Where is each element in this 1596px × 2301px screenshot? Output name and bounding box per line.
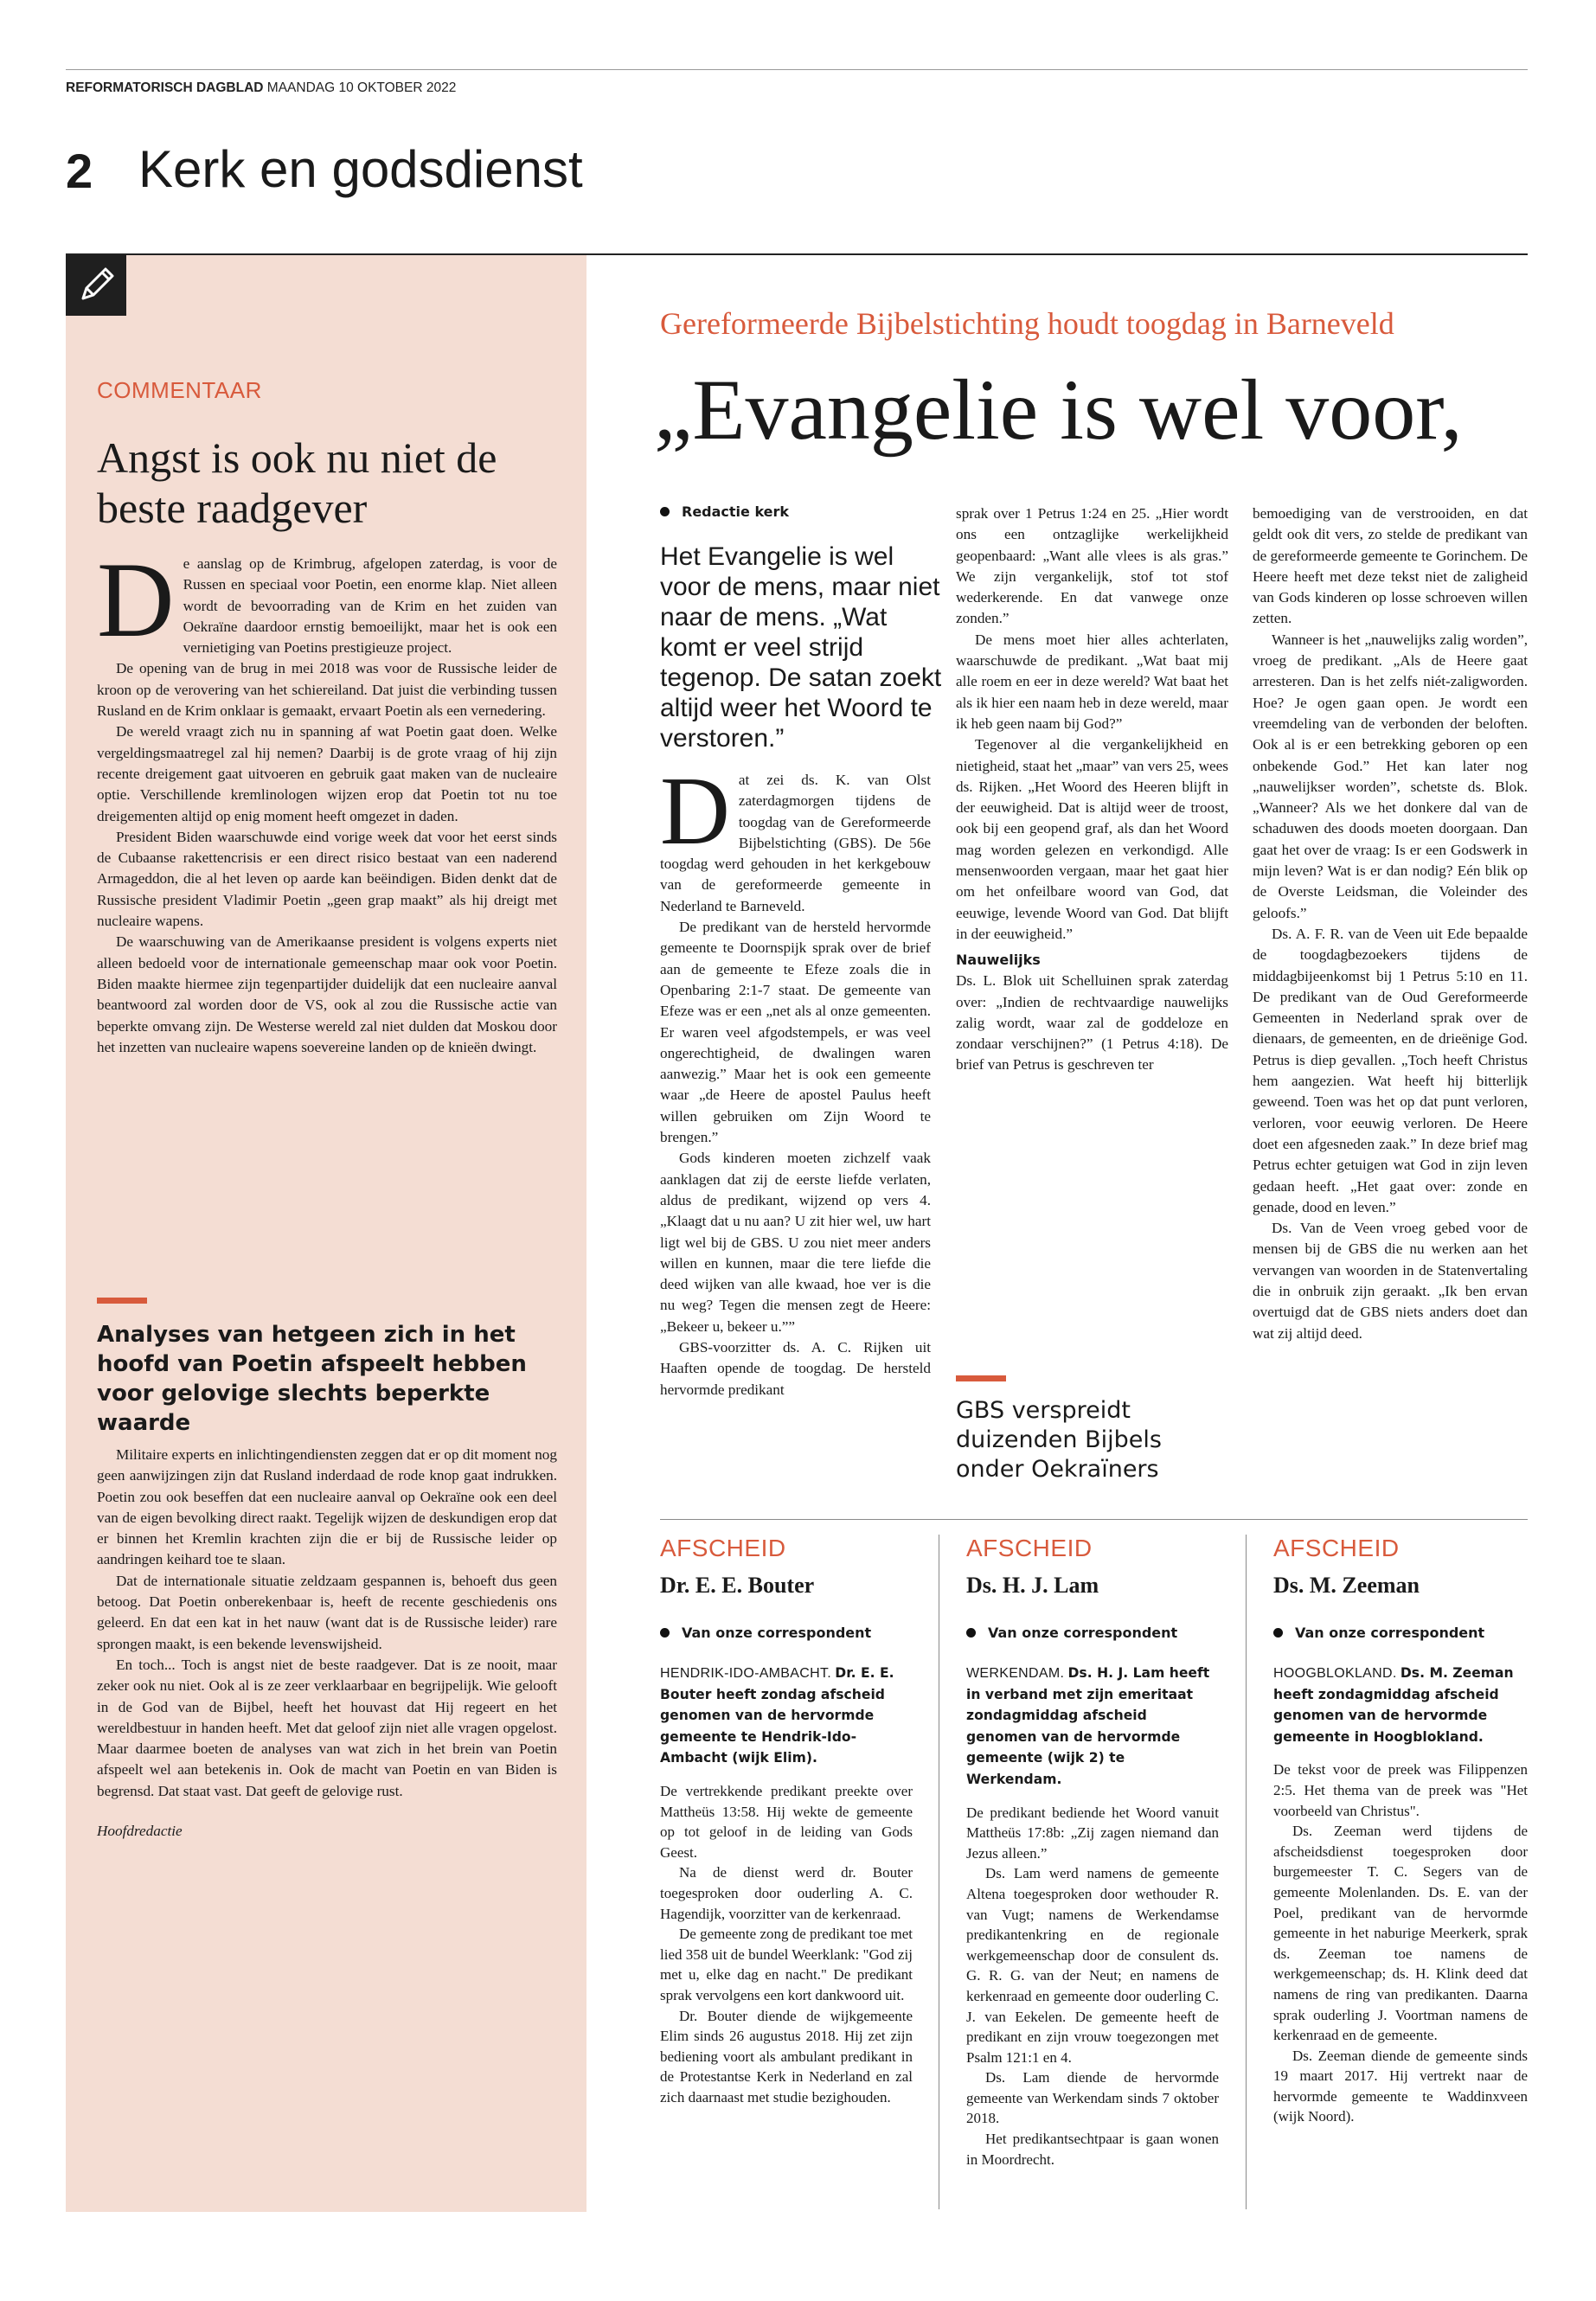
farewell-paragraph: Ds. Zeeman diende de gemeente sinds 19 maart 2017. Hij vertrekt naar de hervormde gemeente te Waddinxveen (wijk Noord). — [1273, 2047, 1528, 2125]
commentary-subhead-bar — [97, 1298, 147, 1304]
page-number: 2 — [66, 144, 93, 198]
masthead-date: MAANDAG 10 OKTOBER 2022 — [266, 80, 457, 95]
article-paragraph: Wanneer is het „nauwelijks zalig worden”, vroeg de predikant. „Als de Heere gaat arresteren. Dan is het zelfs niét-zaligworden. Hoe? Je ogen gaan open. Je wordt een vreemdeling van de verbonden der beloften. Ook al is er een betrekking geboren op een onbekende God.” Het kan later nog „nauwelijkser worden”, schetste ds. Blok. „Wanneer? Als we het donkere dal van de schaduwen des doods moeten doorgaan. Dan gaat het over de vraag: Is er een Godswerk in mijn leven? Wat is er dan nodig? Eén blik op de Overste Leidsman, die Voleinder des geloofs.” — [1253, 631, 1528, 921]
farewell-name: Ds. H. J. Lam — [966, 1573, 1099, 1598]
commentary-paragraph: Militaire experts en inlichtingendiensten zeggen dat er op dit moment nog geen aanwijzingen zijn dat Rusland inderdaad de rode knop gaat indrukken. Poetin zou ook beseffen dat een nucleaire aanval op Oekraïne ook een deel van de eigen bevolking direct raakt. Tegelijk wijzen de deskundigen erop dat er binnen het Kremlin krachten zijn die er bij de Russische leider op aandringen keihard toe te slaan. — [97, 1446, 557, 1568]
commentary-subhead: Analyses van hetgeen zich in het hoofd van Poetin afspeelt hebben voor gelovige slechts beperkte waarde — [97, 1322, 527, 1436]
article-paragraph: Ds. A. F. R. van de Veen uit Ede bepaalde de toogdagbezoekers tijdens de middagbijeenkomst bij 1 Petrus 5:10 en 11. De predikant van de Oud Gereformeerde Gemeenten in Nederland sprak over de dienaars, de gemeenten, en de drieënige God. Petrus is diep gevallen. „Toch heeft Christus hem aangezien. Wat heeft hij bitterlijk geweend. Toen was het op dat punt verloren, verloren, voor eeuwig verloren. De Heere doet een afgesneden zaak.” In deze brief mag Petrus echter getuigen wat God in zijn leven gedaan heeft. „Het gaat over: zonde en genade, dood en leven.” — [1253, 925, 1528, 1215]
farewell-paragraph: Ds. Lam werd namens de gemeente Altena toegesproken door wethouder R. van Vugt; namens de Werkendamse predikantenkring en de regionale werkgemeenschap door de consulent ds. G. R. G. van der Neut; en namens de kerkenraad en gemeente door ouderling C. J. van Eekelen. De gemeente heeft de predikant en zijn vrouw toegezongen met Psalm 121:1 en 4. — [966, 1865, 1219, 2066]
farewell-kicker: AFSCHEID — [1273, 1535, 1400, 1561]
article-column-3 — [1253, 503, 1528, 1344]
related-link[interactable]: GBS verspreidt duizenden Bijbels onder Oekraïners — [956, 1397, 1162, 1483]
column-divider — [1246, 1535, 1247, 2209]
farewell-paragraph: Ds. Lam diende de hervormde gemeente van Werkendam sinds 7 oktober 2018. — [966, 2069, 1219, 2127]
farewell-lead: Ds. M. Zeeman heeft zondagmiddag afscheid genomen van de hervormde gemeente in Hoogblokland. — [1273, 1665, 1514, 1745]
masthead-rule — [66, 69, 1528, 70]
byline-bullet-icon — [660, 507, 670, 516]
article-paragraph: at zei ds. K. van Olst zaterdagmorgen tijdens de toogdag van de Gereformeerde Bijbelstichting (GBS). De 56e toogdag werd gehouden in het kerkgebouw van de gereformeerde gemeente in Nederland te Barneveld. — [660, 772, 931, 914]
article-byline-text: Redactie kerk — [682, 503, 790, 520]
commentary-kicker: COMMENTAAR — [97, 377, 262, 403]
farewell-place: HOOGBLOKLAND. — [1273, 1666, 1397, 1681]
commentary-paragraph: e aanslag op de Krimbrug, afgelopen zaterdag, is voor de Russen en speciaal voor Poetin, een enorme klap. Niet alleen wordt de bevoorrading van de Krim en het zuiden van Oekraïne daardoor ernstig bemoeilijkt, maar het is ook een vernietiging van Poetins prestigieuze project. — [183, 555, 557, 657]
article-subhead: Nauwelijks — [956, 952, 1041, 969]
farewell-byline — [1273, 1625, 1484, 1641]
byline-bullet-icon — [660, 1628, 670, 1638]
byline-bullet-icon — [1273, 1628, 1283, 1638]
farewell-paragraph: De tekst voor de preek was Filippenzen 2:5. Het thema van de preek was "Het voorbeeld van Christus". — [1273, 1761, 1528, 1819]
article-byline — [660, 503, 789, 520]
farewell-kicker: AFSCHEID — [660, 1535, 786, 1561]
article-dropcap: D — [660, 758, 730, 865]
farewell-place: WERKENDAM. — [966, 1666, 1065, 1681]
article-paragraph: Gods kinderen moeten zichzelf vaak aanklagen dat zij de eerste liefde verlaten, aldus de predikant, wijzend op vers 4. „Klaagt dat u nu aan? U zit hier wel, uw hart ligt wel bij de GBS. U zou niet meer anders willen en kunnen, maar die tere liefde die deed wijken van alle kwaad, hoe ver is die nu weg? Tegen die mensen zegt de Heere: „Bekeer u, bekeer u.”” — [660, 1150, 931, 1335]
related-bar — [956, 1375, 1006, 1381]
farewell-rule — [660, 1519, 1528, 1520]
farewell-kicker: AFSCHEID — [966, 1535, 1093, 1561]
commentary-body-2 — [97, 1445, 557, 1842]
commentary-paragraph: De opening van de brug in mei 2018 was voor de Russische leider de kroon op de verovering van het schiereiland. Dat juist die verbinding tussen Rusland en de Krim onklaar is gemaakt, ervaart Poetin als een vernedering. — [97, 660, 557, 720]
farewell-body — [966, 1663, 1219, 2170]
commentary-headline: Angst is ook nu niet de beste raadgever — [97, 433, 497, 532]
commentary-paragraph: De wereld vraagt zich nu in spanning af wat Poetin gaat doen. Welke vergeldingsmaatregel zal hij nemen? Daarbij is de grote vraag of hij zijn recente dreigement gaat uitvoeren en gebruik gaat maken van de nucleaire optie. Verschillende kremlinologen wijzen erop dat Poetin tot nu toe dreigementen altijd op enig moment heeft omgezet in daden. — [97, 723, 557, 824]
article-paragraph: Ds. Van de Veen vroeg gebed voor de mensen bij de GBS die nu werken aan het vervangen van woorden in de Statenvertaling die in onbruik zijn geraakt. „Ik ben ervan overtuigd dat de GBS niets anders doet dan wat zij altijd deed. — [1253, 1220, 1528, 1342]
article-paragraph: bemoediging van de verstrooiden, en dat geldt ook dit vers, zo stelde de predikant van de gereformeerde gemeente te Gorinchem. De Heere heeft met deze tekst niet de zaligheid van Gods kinderen op losse schroeven willen zetten. — [1253, 505, 1528, 627]
commentary-body — [97, 541, 557, 1058]
article-paragraph: De predikant van de hersteld hervormde gemeente te Doornspijk sprak over de brief aan de gemeente te Efeze zoals die in Openbaring 2:1-7 staat. De gemeente van Efeze was er een „net als al onze gemeenten. Er waren veel afgodstempels, er was veel ongerechtigheid, de dwalingen waren aanwezig.” Maar het is ook een gemeente waar „de Heere de apostel Paulus heeft willen gebruiken om Zijn Woord te brengen.” — [660, 919, 931, 1146]
article-paragraph: Ds. L. Blok uit Schelluinen sprak zaterdag over: „Indien de rechtvaardige nauwelijks zalig wordt, waar zal de goddeloze en zondaar verschijnen?” (1 Petrus 4:18). De brief van Petrus is geschreven ter — [956, 972, 1228, 1074]
farewell-paragraph: Het predikantsechtpaar is gaan wonen in Moordrecht. — [966, 2131, 1219, 2168]
article-column-1 — [660, 758, 931, 1400]
farewell-paragraph: Dr. Bouter diende de wijkgemeente Elim sinds 26 augustus 2018. Hij zet zijn bediening voort als ambulant predikant in de Protestantse Kerk in Nederland en zal zich daarnaast met studie bezighouden. — [660, 2007, 913, 2106]
article-paragraph: De mens moet hier alles achterlaten, waarschuwde de predikant. „Wat baat mij alle roem en eer in deze wereld? Wat baat het als ik hier een naam heb in deze wereld, maar ik heb geen naam bij God?” — [956, 631, 1228, 732]
masthead — [66, 80, 456, 96]
farewell-place: HENDRIK-IDO-AMBACHT. — [660, 1666, 832, 1681]
farewell-byline — [966, 1625, 1177, 1641]
farewell-paragraph: De gemeente zong de predikant toe met lied 358 uit de bundel Weerklank: "God zij met u, elke dag en nacht." De predikant sprak vervolgens een kort dankwoord uit. — [660, 1926, 913, 2003]
article-paragraph: Tegenover al die vergankelijkheid en nietigheid, staat het „maar” van vers 25, wees ds. Rijken. „Het Woord des Heeren blijft in der eeuwigheid. Dat is altijd weer de troost, ook bij een geopend graf, als dan het Woord mag worden gelezen en verkondigd. Alle mensenwoorden vergaan, maar het gaat hier om het onfeilbare woord van God, dat eeuwige, levende Woord van God. Dat blijft in der eeuwigheid.” — [956, 736, 1228, 942]
commentary-dropcap: D — [97, 541, 175, 659]
farewell-byline-text: Van onze correspondent — [682, 1625, 872, 1641]
farewell-paragraph: De predikant bediende het Woord vanuit Mattheüs 17:8b: „Zij zagen niemand dan Jezus alleen.” — [966, 1804, 1219, 1862]
commentary-paragraph: En toch... Toch is angst niet de beste raadgever. Dat is ze nooit, maar zeker ook nu niet. Ook al is ze zeer verklaarbaar en begrijpelijk. Wie gelooft in de God van de Bijbel, heeft het houvast dat Hij regeert en het wereldbestuur in handen heeft. Met dat geloof zijn niet alle vragen opgelost. Maar daarmee boeten de analyses van wat zich in het brein van Poetin afspeelt wel aan betekenis in. Ook de macht van Poetin en van Biden is begrensd. Dat staat vast. Dat geeft de gelovige rust. — [97, 1656, 557, 1799]
commentary-paragraph: Dat de internationale situatie zeldzaam gespannen is, behoeft dus geen betoog. Dat Poetin onberekenbaar is, heeft de recente geschiedenis ons geleerd. En dat een kat in het nauw (want dat is de Russische leider) rare sprongen maakt, is een bekende levenswijsheid. — [97, 1572, 557, 1652]
article-paragraph: sprak over 1 Petrus 1:24 en 25. „Hier wordt ons een ontzaglijke werkelijkheid geopenbaard: „Want alle vlees is als gras.” We zijn vergankelijk, stof tot stof wederkerende. En dat vanwege onze zonden.” — [956, 505, 1228, 627]
section-title: Kerk en godsdienst — [138, 140, 583, 198]
farewell-body — [1273, 1663, 1528, 2127]
pencil-icon — [66, 255, 126, 316]
byline-bullet-icon — [966, 1628, 976, 1638]
farewell-paragraph: De vertrekkende predikant preekte over Mattheüs 13:58. Hij wekte de gemeente op tot geloof in de leiding van Gods Geest. — [660, 1782, 913, 1861]
farewell-name: Ds. M. Zeeman — [1273, 1573, 1420, 1598]
farewell-body — [660, 1663, 913, 2107]
farewell-name: Dr. E. E. Bouter — [660, 1573, 815, 1598]
article-paragraph: GBS-voorzitter ds. A. C. Rijken uit Haaften opende de toogdag. De hersteld hervormde predikant — [660, 1339, 931, 1398]
masthead-paper: REFORMATORISCH DAGBLAD — [66, 80, 264, 95]
article-headline: „Evangelie is wel voor, — [654, 362, 1463, 458]
farewell-byline — [660, 1625, 871, 1641]
commentary-signature: Hoofdredactie — [97, 1823, 183, 1840]
article-intro: Het Evangelie is wel voor de mens, maar niet naar de mens. „Wat komt er veel strijd tegenop. De satan zoekt altijd weer het Woord te verstoren.” — [660, 542, 942, 753]
commentary-paragraph: De waarschuwing van de Amerikaanse president is volgens experts niet alleen bedoeld voor de internationale gemeenschap maar ook voor Poetin. Biden maakte hiermee zijn tegenpartijder duidelijk dat een nucleaire aanval beantwoord zal worden door de VS, ook al zou die Russische actie van beperkte omvang zijn. De Westerse wereld zal niet dulden dat Moskou door het inzetten van nucleaire wapens soevereine landen op de knieën dwingt. — [97, 933, 557, 1055]
farewell-byline-text: Van onze correspondent — [1295, 1625, 1485, 1641]
farewell-byline-text: Van onze correspondent — [988, 1625, 1178, 1641]
commentary-paragraph: President Biden waarschuwde eind vorige week dat voor het eerst sinds de Cubaanse rakettencrisis er een direct risico bestaat van een naderend Armageddon, die al het leven op aarde kan beëindigen. Biden denkt dat de Russische president Vladimir Poetin „geen grap maakt” als hij dreigt met nucleaire wapens. — [97, 828, 557, 930]
article-column-2 — [956, 503, 1228, 1076]
article-kicker: Gereformeerde Bijbelstichting houdt toogdag in Barneveld — [660, 306, 1394, 341]
farewell-paragraph: Ds. Zeeman werd tijdens de afscheidsdienst toegesproken door burgemeester T. C. Segers van de gemeente Molenlanden. Ds. E. van der Poel, predikant van de hervormde gemeente in het naburige Meerkerk, sprak ds. Zeeman toe namens de werkgemeenschap; ds. H. Klink deed dat namens de ring van predikanten. Daarna sprak ouderling J. Voortman namens de kerkenraad en de gemeente. — [1273, 1823, 1528, 2044]
farewell-lead: Ds. H. J. Lam heeft in verband met zijn emeritaat zondagmiddag afscheid genomen van de hervormde gemeente (wijk 2) te Werkendam. — [966, 1665, 1210, 1787]
farewell-paragraph: Na de dienst werd dr. Bouter toegesproken door ouderling A. C. Hagendijk, voorzitter van de kerkenraad. — [660, 1864, 913, 1922]
farewell-lead: Dr. E. E. Bouter heeft zondag afscheid genomen van de hervormde gemeente te Hendrik-Ido-Ambacht (wijk Elim). — [660, 1665, 894, 1766]
